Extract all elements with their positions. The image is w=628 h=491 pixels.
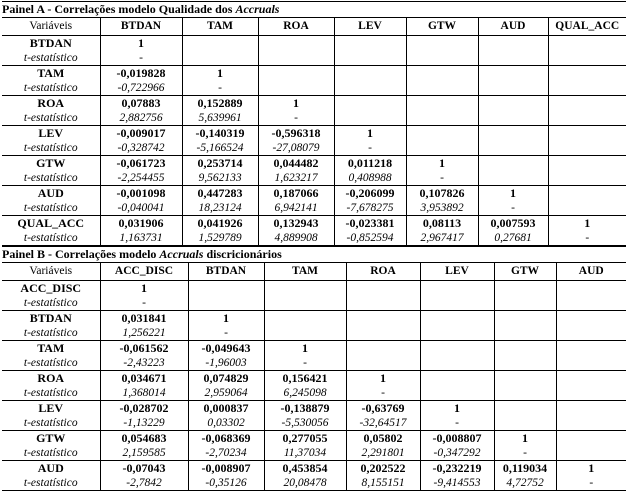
panel-b-coefficient-cell xyxy=(556,341,626,357)
panel-b-t-statistic-cell: 2,291801 xyxy=(346,446,420,461)
panel-a-coefficient-cell: 1 xyxy=(100,36,182,52)
panel-b-t-statistic-cell xyxy=(346,356,420,371)
panel-b-coefficient-cell: 0,000837 xyxy=(188,401,264,417)
panel-a-title: Painel A - Correlações modelo Qualidade dos Accruals xyxy=(2,1,626,18)
panel-b-coefficient-cell: 1 xyxy=(100,281,188,297)
panel-a-t-statistic-cell xyxy=(478,81,548,96)
panel-b-t-statistic-cell xyxy=(556,296,626,311)
panel-b-t-statistic-cell: -0,35126 xyxy=(188,476,264,491)
panel-a-t-statistic-cell: - xyxy=(478,201,548,216)
panel-a-coefficient-cell: 0,044482 xyxy=(258,156,334,172)
panel-b-t-statistic-cell: - xyxy=(100,296,188,311)
panel-b-t-statistic-cell xyxy=(494,296,556,311)
panel-a-column-header: AUD xyxy=(478,18,548,36)
panel-b-column-header: AUD xyxy=(556,263,626,281)
panel-a-coefficient-cell: 0,447283 xyxy=(182,186,258,202)
panel-a-t-statistic-cell: -0,040041 xyxy=(100,201,182,216)
panel-a-coefficient-cell: 1 xyxy=(334,126,406,142)
panel-b-t-statistic-cell: 0,03302 xyxy=(188,416,264,431)
panel-b-coefficient-cell xyxy=(556,371,626,387)
panel-b-t-statistic-label: t-estatístico xyxy=(23,387,78,399)
panel-a-t-statistic-row xyxy=(2,231,626,246)
panel-b-column-header: ROA xyxy=(346,263,420,281)
panel-b-t-statistic-label: t-estatístico xyxy=(23,297,78,309)
panel-b-variable-label: GTW xyxy=(2,431,100,447)
panel-a-coefficient-cell xyxy=(548,126,626,142)
panel-a-variable-label: TAM xyxy=(2,66,100,82)
panel-a-t-statistic-cell xyxy=(334,51,406,66)
panel-a-coefficient-cell xyxy=(182,36,258,52)
panel-b-coefficient-cell xyxy=(346,341,420,357)
panel-b-coefficient-cell xyxy=(556,431,626,447)
panel-b-column-header: Variáveis xyxy=(2,263,100,281)
panel-b-coefficient-cell xyxy=(264,311,346,327)
panel-a-coefficient-cell: 0,031906 xyxy=(100,216,182,232)
panel-b-t-statistic-row xyxy=(2,296,626,311)
panel-b-coefficient-cell xyxy=(420,371,494,387)
panel-b-column-header: BTDAN xyxy=(188,263,264,281)
panel-a-t-statistic-cell: 4,889908 xyxy=(258,231,334,246)
panel-b-variable-label: BTDAN xyxy=(2,311,100,327)
panel-b-coefficient-cell: -0,63769 xyxy=(346,401,420,417)
panel-b-coefficient-cell xyxy=(494,401,556,417)
panel-a-column-header: LEV xyxy=(334,18,406,36)
panel-a-t-statistic-cell: -0,722966 xyxy=(100,81,182,96)
panel-a-coefficient-cell: 1 xyxy=(548,216,626,232)
panel-a-coefficient-row xyxy=(2,156,626,172)
panel-b-t-statistic-cell: -2,43223 xyxy=(100,356,188,371)
panel-b-coefficient-cell xyxy=(346,281,420,297)
panel-a-t-statistic-label: t-estatístico xyxy=(23,142,78,154)
panel-b-t-statistic-cell: 2,959064 xyxy=(188,386,264,401)
panel-b-coefficient-cell xyxy=(188,281,264,297)
panel-b-coefficient-cell xyxy=(494,281,556,297)
panel-b-t-statistic-label: t-estatístico xyxy=(23,447,78,459)
panel-a-t-statistic-cell: - xyxy=(258,111,334,126)
panel-b-coefficient-cell: -0,049643 xyxy=(188,341,264,357)
panel-a-t-statistic-cell: - xyxy=(100,51,182,66)
panel-b-coefficient-row xyxy=(2,281,626,297)
panel-b-t-statistic-cell xyxy=(556,446,626,461)
panel-a-t-statistic-cell xyxy=(406,81,478,96)
panel-a-variable-label: AUD xyxy=(2,186,100,202)
panel-b-t-statistic-row xyxy=(2,356,626,371)
panel-a-coefficient-cell: -0,001098 xyxy=(100,186,182,202)
panel-b-t-statistic-cell: 1,368014 xyxy=(100,386,188,401)
panel-b-coefficient-row xyxy=(2,311,626,327)
panel-a-t-statistic-row xyxy=(2,81,626,96)
panel-a-t-statistic-cell xyxy=(548,141,626,156)
panel-b-t-statistic-cell: -2,70234 xyxy=(188,446,264,461)
panel-b-coefficient-cell xyxy=(494,341,556,357)
panel-b-coefficient-cell: -0,068369 xyxy=(188,431,264,447)
panel-a-t-statistic-cell xyxy=(548,201,626,216)
panel-b-t-statistic-row xyxy=(2,416,626,431)
panel-a-t-statistic-cell xyxy=(258,81,334,96)
panel-b-t-statistic-row xyxy=(2,446,626,461)
panel-a-coefficient-cell xyxy=(406,66,478,82)
panel-a-coefficient-cell: -0,023381 xyxy=(334,216,406,232)
panel-a-t-statistic-row xyxy=(2,171,626,186)
panel-a-coefficient-cell xyxy=(478,156,548,172)
panel-a-coefficient-cell xyxy=(334,66,406,82)
panel-b-variable-label: ROA xyxy=(2,371,100,387)
panel-b-t-statistic-cell xyxy=(556,326,626,341)
panel-a-t-statistic-cell xyxy=(548,111,626,126)
panel-b-coefficient-cell: 1 xyxy=(188,311,264,327)
panel-a-t-statistic-cell: 1,163731 xyxy=(100,231,182,246)
panel-a-coefficient-cell: -0,061723 xyxy=(100,156,182,172)
panel-a-coefficient-cell xyxy=(406,126,478,142)
panel-a-t-statistic-cell: 9,562133 xyxy=(182,171,258,186)
panel-b-t-statistic-cell: 4,72752 xyxy=(494,476,556,491)
panel-a-variable-label: LEV xyxy=(2,126,100,142)
panel-a-coefficient-cell: 0,007593 xyxy=(478,216,548,232)
panel-a-t-statistic-cell: 2,882756 xyxy=(100,111,182,126)
correlation-tables xyxy=(2,1,626,491)
panel-a-coefficient-cell: 0,011218 xyxy=(334,156,406,172)
panel-b-coefficient-cell xyxy=(494,371,556,387)
panel-a-t-statistic-cell: 2,967417 xyxy=(406,231,478,246)
panel-b-t-statistic-cell: - xyxy=(556,476,626,491)
panel-b-variable-label: ACC_DISC xyxy=(2,281,100,297)
panel-a-t-statistic-cell: -0,328742 xyxy=(100,141,182,156)
panel-a-t-statistic-cell xyxy=(406,111,478,126)
panel-b-coefficient-cell: 1 xyxy=(556,461,626,477)
panel-a-variable-label: QUAL_ACC xyxy=(2,216,100,232)
panel-b-coefficient-cell: -0,138879 xyxy=(264,401,346,417)
panel-a-coefficient-cell: 1 xyxy=(258,96,334,112)
panel-b-variable-label: AUD xyxy=(2,461,100,477)
panel-b-coefficient-cell: 0,05802 xyxy=(346,431,420,447)
panel-a-t-statistic-label: t-estatístico xyxy=(23,172,78,184)
panel-a-t-statistic-cell: 1,529789 xyxy=(182,231,258,246)
panel-a-t-statistic-row xyxy=(2,51,626,66)
panel-a-coefficient-cell xyxy=(478,36,548,52)
panel-a-coefficient-cell: -0,009017 xyxy=(100,126,182,142)
panel-b-coefficient-row xyxy=(2,461,626,477)
panel-a-coefficient-cell: -0,596318 xyxy=(258,126,334,142)
panel-b-t-statistic-cell xyxy=(494,386,556,401)
panel-b-t-statistic-cell: 2,159585 xyxy=(100,446,188,461)
panel-a-t-statistic-row xyxy=(2,111,626,126)
panel-a-t-statistic-cell xyxy=(334,111,406,126)
panel-b-t-statistic-cell: 20,08478 xyxy=(264,476,346,491)
panel-b-t-statistic-cell: -32,64517 xyxy=(346,416,420,431)
panel-b-t-statistic-cell: 8,155151 xyxy=(346,476,420,491)
panel-a-coefficient-cell xyxy=(478,66,548,82)
panel-a-coefficient-cell xyxy=(548,96,626,112)
panel-a-coefficient-cell xyxy=(406,36,478,52)
panel-a-coefficient-cell xyxy=(478,96,548,112)
panel-a-coefficient-cell xyxy=(478,126,548,142)
panel-b-t-statistic-cell: -2,7842 xyxy=(100,476,188,491)
panel-a-t-statistic-cell xyxy=(478,171,548,186)
panel-b-t-statistic-cell xyxy=(556,356,626,371)
panel-b-coefficient-cell: 1 xyxy=(420,401,494,417)
panel-b-t-statistic-cell: - xyxy=(264,356,346,371)
panel-a-t-statistic-cell: -0,852594 xyxy=(334,231,406,246)
panel-b-t-statistic-cell: -1,96003 xyxy=(188,356,264,371)
panel-a-column-header: BTDAN xyxy=(100,18,182,36)
panel-b-column-header: TAM xyxy=(264,263,346,281)
panel-a-t-statistic-row xyxy=(2,201,626,216)
panel-b-coefficient-cell: -0,028702 xyxy=(100,401,188,417)
panel-a-t-statistic-cell: 0,27681 xyxy=(478,231,548,246)
panel-a-column-header: ROA xyxy=(258,18,334,36)
panel-a-t-statistic-cell: - xyxy=(406,171,478,186)
panel-b-t-statistic-cell xyxy=(346,326,420,341)
panel-b-t-statistic-label: t-estatístico xyxy=(23,417,78,429)
panel-a-t-statistic-cell: -27,08079 xyxy=(258,141,334,156)
panel-a-coefficient-cell: 0,08113 xyxy=(406,216,478,232)
panel-a-t-statistic-cell xyxy=(406,51,478,66)
panel-b-table xyxy=(2,263,626,491)
panel-a-coefficient-row xyxy=(2,66,626,82)
panel-a-coefficient-cell: 0,07883 xyxy=(100,96,182,112)
panel-a-t-statistic-cell xyxy=(548,81,626,96)
panel-b-coefficient-cell xyxy=(556,401,626,417)
panel-b-coefficient-cell xyxy=(420,341,494,357)
panel-b-t-statistic-cell: -9,414553 xyxy=(420,476,494,491)
panel-a-coefficient-cell: 0,132943 xyxy=(258,216,334,232)
panel-a-t-statistic-cell: 18,23124 xyxy=(182,201,258,216)
panel-a-t-statistic-label: t-estatístico xyxy=(23,82,78,94)
panel-a-t-statistic-cell: 0,408988 xyxy=(334,171,406,186)
panel-a-coefficient-row xyxy=(2,216,626,232)
panel-a-coefficient-cell: -0,140319 xyxy=(182,126,258,142)
panel-a-coefficient-cell xyxy=(258,66,334,82)
panel-a-coefficient-cell: -0,206099 xyxy=(334,186,406,202)
panel-b-coefficient-cell xyxy=(420,281,494,297)
panel-b-coefficient-cell: 0,054683 xyxy=(100,431,188,447)
panel-a-t-statistic-cell: 5,639961 xyxy=(182,111,258,126)
panel-a-coefficient-cell xyxy=(548,186,626,202)
panel-a-coefficient-cell xyxy=(406,96,478,112)
panel-b-title: Painel B - Correlações modelo Accruals discricionários xyxy=(2,246,626,263)
panel-a-t-statistic-label: t-estatístico xyxy=(23,202,78,214)
panel-a-t-statistic-cell: - xyxy=(182,81,258,96)
panel-a-t-statistic-cell xyxy=(258,51,334,66)
panel-b-coefficient-cell: -0,008907 xyxy=(188,461,264,477)
panel-a-coefficient-cell: 1 xyxy=(478,186,548,202)
panel-b-coefficient-cell: -0,008807 xyxy=(420,431,494,447)
panel-a-coefficient-cell: 1 xyxy=(182,66,258,82)
panel-b-coefficient-cell xyxy=(494,311,556,327)
panel-b-t-statistic-cell: -1,13229 xyxy=(100,416,188,431)
panel-b-t-statistic-cell xyxy=(420,296,494,311)
panel-a-t-statistic-cell xyxy=(548,51,626,66)
panel-b-coefficient-row xyxy=(2,341,626,357)
panel-a-t-statistic-cell xyxy=(182,51,258,66)
panel-b-coefficient-cell: 0,034671 xyxy=(100,371,188,387)
panel-b-t-statistic-cell: 6,245098 xyxy=(264,386,346,401)
panel-b-t-statistic-cell xyxy=(494,416,556,431)
panel-a-coefficient-cell: 0,187066 xyxy=(258,186,334,202)
panel-b-coefficient-cell xyxy=(346,311,420,327)
panel-b-t-statistic-label: t-estatístico xyxy=(2,476,100,491)
panel-a-t-statistic-label: t-estatístico xyxy=(23,112,78,124)
panel-a-coefficient-cell xyxy=(334,36,406,52)
panel-b-column-header: GTW xyxy=(494,263,556,281)
panel-a-coefficient-cell xyxy=(334,96,406,112)
panel-a-table xyxy=(2,18,626,246)
panel-a-variable-label: ROA xyxy=(2,96,100,112)
panel-b-coefficient-cell: 1 xyxy=(494,431,556,447)
panel-b-coefficient-cell: -0,232219 xyxy=(420,461,494,477)
panel-b-coefficient-cell: -0,07043 xyxy=(100,461,188,477)
panel-b-coefficient-cell: 0,119034 xyxy=(494,461,556,477)
panel-b-t-statistic-cell xyxy=(264,326,346,341)
panel-b-t-statistic-cell: 11,37034 xyxy=(264,446,346,461)
panel-a-coefficient-cell xyxy=(258,36,334,52)
panel-a-coefficient-cell xyxy=(548,66,626,82)
panel-a-t-statistic-cell xyxy=(478,141,548,156)
panel-b-column-header: LEV xyxy=(420,263,494,281)
panel-b-coefficient-cell: 0,277055 xyxy=(264,431,346,447)
panel-b-t-statistic-cell: - xyxy=(188,326,264,341)
panel-a-t-statistic-cell: 3,953892 xyxy=(406,201,478,216)
panel-a-column-header: TAM xyxy=(182,18,258,36)
panel-b-coefficient-cell xyxy=(556,311,626,327)
panel-b-t-statistic-row xyxy=(2,326,626,341)
panel-a-coefficient-cell: 0,253714 xyxy=(182,156,258,172)
panel-a-coefficient-row xyxy=(2,126,626,142)
panel-b-t-statistic-cell xyxy=(494,326,556,341)
panel-b-t-statistic-cell xyxy=(264,296,346,311)
panel-b-coefficient-cell: 1 xyxy=(264,341,346,357)
panel-b-t-statistic-row xyxy=(2,476,626,491)
panel-a-column-header: Variáveis xyxy=(2,18,100,36)
panel-a-coefficient-cell xyxy=(548,36,626,52)
panel-a-coefficient-row xyxy=(2,186,626,202)
panel-b-coefficient-cell xyxy=(420,311,494,327)
panel-a-coefficient-cell: -0,019828 xyxy=(100,66,182,82)
panel-a-coefficient-cell: 0,107826 xyxy=(406,186,478,202)
panel-a-t-statistic-cell: 1,623217 xyxy=(258,171,334,186)
panel-b-coefficient-cell xyxy=(556,281,626,297)
panel-b-t-statistic-cell xyxy=(556,416,626,431)
panel-a-coefficient-cell: 1 xyxy=(406,156,478,172)
panel-b-t-statistic-cell xyxy=(188,296,264,311)
panel-a-variable-label: GTW xyxy=(2,156,100,172)
panel-a-t-statistic-label: t-estatístico xyxy=(2,231,100,246)
panel-b-t-statistic-cell xyxy=(420,356,494,371)
panel-b-coefficient-row xyxy=(2,371,626,387)
panel-a-column-header: QUAL_ACC xyxy=(548,18,626,36)
panel-b-coefficient-cell: 0,156421 xyxy=(264,371,346,387)
panel-a-coefficient-cell: 0,152889 xyxy=(182,96,258,112)
panel-a-t-statistic-cell xyxy=(548,171,626,186)
panel-b-coefficient-cell xyxy=(264,281,346,297)
panel-a-coefficient-cell: 0,041926 xyxy=(182,216,258,232)
panel-a-t-statistic-cell xyxy=(478,111,548,126)
panel-b-variable-label: LEV xyxy=(2,401,100,417)
panel-b-t-statistic-row xyxy=(2,386,626,401)
panel-a-t-statistic-cell: -5,166524 xyxy=(182,141,258,156)
panel-a-t-statistic-cell: -2,254455 xyxy=(100,171,182,186)
panel-b-t-statistic-cell xyxy=(346,296,420,311)
panel-b-coefficient-row xyxy=(2,401,626,417)
panel-b-t-statistic-cell: -5,530056 xyxy=(264,416,346,431)
panel-b-t-statistic-cell: - xyxy=(346,386,420,401)
panel-b-coefficient-cell: 1 xyxy=(346,371,420,387)
panel-a-t-statistic-cell: - xyxy=(548,231,626,246)
panel-a-coefficient-row xyxy=(2,96,626,112)
panel-b-t-statistic-cell xyxy=(494,356,556,371)
panel-a-t-statistic-cell: - xyxy=(334,141,406,156)
panel-a-t-statistic-cell xyxy=(334,81,406,96)
panel-b-t-statistic-cell xyxy=(556,386,626,401)
panel-a-variable-label: BTDAN xyxy=(29,36,72,50)
panel-a-column-header: GTW xyxy=(406,18,478,36)
panel-a-t-statistic-cell: 6,942141 xyxy=(258,201,334,216)
panel-a-t-statistic-label: t-estatístico xyxy=(23,52,78,64)
panel-a-t-statistic-cell xyxy=(478,51,548,66)
panel-b-t-statistic-label: t-estatístico xyxy=(23,357,78,369)
panel-b-t-statistic-cell: - xyxy=(420,416,494,431)
panel-b-variable-label: TAM xyxy=(2,341,100,357)
panel-a-t-statistic-row xyxy=(2,141,626,156)
panel-b-t-statistic-cell xyxy=(420,386,494,401)
panel-b-t-statistic-cell xyxy=(420,326,494,341)
panel-b-coefficient-cell: -0,061562 xyxy=(100,341,188,357)
panel-b-coefficient-cell: 0,074829 xyxy=(188,371,264,387)
panel-b-t-statistic-cell: - xyxy=(494,446,556,461)
panel-b-t-statistic-cell: 1,256221 xyxy=(100,326,188,341)
panel-b-coefficient-cell: 0,202522 xyxy=(346,461,420,477)
panel-b-coefficient-row xyxy=(2,431,626,447)
panel-a-coefficient-cell xyxy=(548,156,626,172)
panel-b-t-statistic-label: t-estatístico xyxy=(23,327,78,339)
panel-b-coefficient-cell: 0,453854 xyxy=(264,461,346,477)
panel-a-coefficient-row xyxy=(2,36,626,52)
panel-b-t-statistic-cell: -0,347292 xyxy=(420,446,494,461)
panel-b-coefficient-cell: 0,031841 xyxy=(100,311,188,327)
panel-b-column-header: ACC_DISC xyxy=(100,263,188,281)
panel-a-t-statistic-cell: -7,678275 xyxy=(334,201,406,216)
panel-a-t-statistic-cell xyxy=(406,141,478,156)
